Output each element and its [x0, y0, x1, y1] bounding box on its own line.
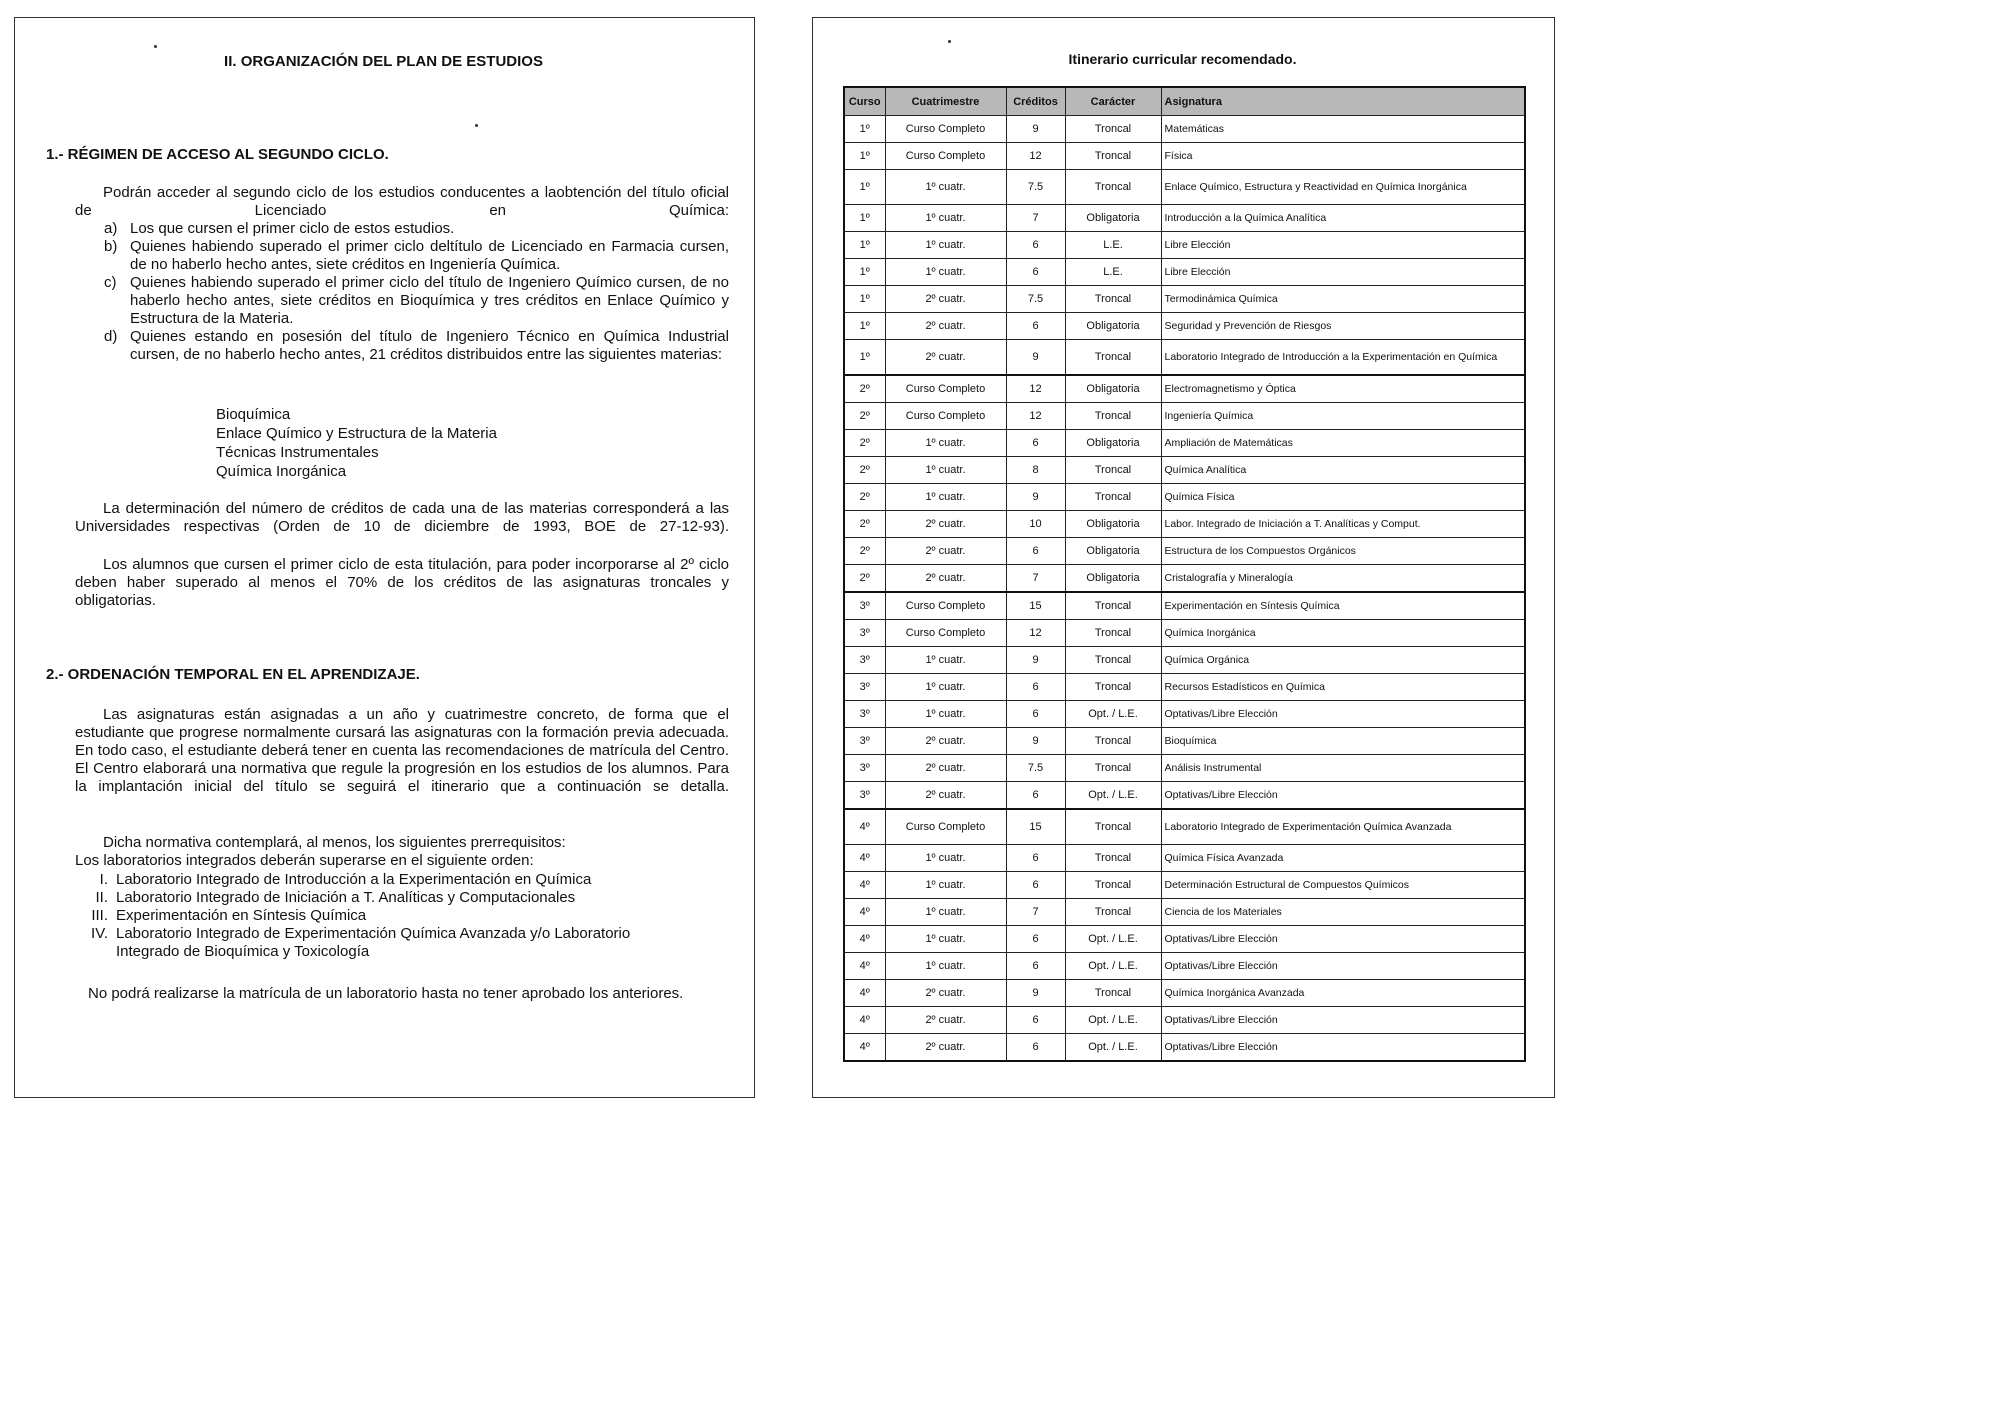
cell-creditos: 9: [1006, 647, 1065, 674]
cell-asignatura: Química Inorgánica: [1161, 620, 1525, 647]
list-marker: I.: [99, 871, 108, 888]
cell-asignatura: Experimentación en Síntesis Química: [1161, 592, 1525, 620]
cell-asignatura: Química Física: [1161, 484, 1525, 511]
cell-caracter: Troncal: [1065, 845, 1161, 872]
cell-cuatrimestre: 2º cuatr.: [885, 1034, 1006, 1062]
cell-cuatrimestre: 1º cuatr.: [885, 170, 1006, 205]
scan-speck: [154, 45, 157, 48]
list-item-text: Quienes estando en posesión del título de Ingeniero Técnico en Química Industrial cursen, de no haberlo hecho antes, 21 créditos distribuidos entre las siguientes materias:: [130, 328, 729, 363]
cell-cuatrimestre: 2º cuatr.: [885, 286, 1006, 313]
cell-curso: 1º: [844, 232, 885, 259]
cell-asignatura: Química Física Avanzada: [1161, 845, 1525, 872]
cell-cuatrimestre: 2º cuatr.: [885, 755, 1006, 782]
cell-caracter: Troncal: [1065, 809, 1161, 845]
header-caracter: Carácter: [1065, 87, 1161, 116]
table-row: [844, 980, 1525, 1007]
cell-caracter: Opt. / L.E.: [1065, 1007, 1161, 1034]
cell-creditos: 6: [1006, 953, 1065, 980]
cell-creditos: 9: [1006, 340, 1065, 376]
cell-cuatrimestre: 2º cuatr.: [885, 340, 1006, 376]
materia-item: Química Inorgánica: [216, 463, 347, 480]
cell-asignatura: Libre Elección: [1161, 232, 1525, 259]
cell-asignatura: Labor. Integrado de Iniciación a T. Analíticas y Comput.: [1161, 511, 1525, 538]
cell-caracter: Troncal: [1065, 674, 1161, 701]
list-marker: II.: [95, 889, 108, 906]
cell-caracter: Troncal: [1065, 403, 1161, 430]
cell-caracter: Troncal: [1065, 484, 1161, 511]
cell-caracter: L.E.: [1065, 259, 1161, 286]
cell-curso: 1º: [844, 286, 885, 313]
cell-caracter: Troncal: [1065, 457, 1161, 484]
cell-creditos: 9: [1006, 728, 1065, 755]
cell-cuatrimestre: 1º cuatr.: [885, 926, 1006, 953]
cell-caracter: Obligatoria: [1065, 538, 1161, 565]
cell-asignatura: Ciencia de los Materiales: [1161, 899, 1525, 926]
cell-cuatrimestre: 1º cuatr.: [885, 430, 1006, 457]
table-row: [844, 872, 1525, 899]
cell-asignatura: Química Analítica: [1161, 457, 1525, 484]
table-row: [844, 538, 1525, 565]
cell-caracter: Troncal: [1065, 143, 1161, 170]
table-row: [844, 620, 1525, 647]
section-2-heading: 2.- ORDENACIÓN TEMPORAL EN EL APRENDIZAJE.: [46, 666, 420, 683]
cell-caracter: Troncal: [1065, 340, 1161, 376]
section-1-paragraph-2: La determinación del número de créditos de cada una de las materias corresponderá a las Universidades respectivas (Orden de 10 de diciembre de 1993, BOE de 27-12-93).: [75, 500, 729, 535]
cell-creditos: 9: [1006, 484, 1065, 511]
cell-caracter: Troncal: [1065, 286, 1161, 313]
cell-asignatura: Estructura de los Compuestos Orgánicos: [1161, 538, 1525, 565]
cell-creditos: 6: [1006, 674, 1065, 701]
cell-asignatura: Laboratorio Integrado de Experimentación Química Avanzada: [1161, 809, 1525, 845]
table-row: [844, 1034, 1525, 1062]
list-marker: IV.: [91, 925, 108, 942]
cell-creditos: 6: [1006, 926, 1065, 953]
cell-asignatura: Laboratorio Integrado de Introducción a la Experimentación en Química: [1161, 340, 1525, 376]
cell-cuatrimestre: 1º cuatr.: [885, 845, 1006, 872]
cell-curso: 2º: [844, 375, 885, 403]
cell-creditos: 6: [1006, 1034, 1065, 1062]
cell-caracter: Obligatoria: [1065, 313, 1161, 340]
cell-asignatura: Termodinámica Química: [1161, 286, 1525, 313]
cell-caracter: Troncal: [1065, 728, 1161, 755]
cell-curso: 4º: [844, 872, 885, 899]
cell-curso: 3º: [844, 674, 885, 701]
cell-cuatrimestre: 1º cuatr.: [885, 232, 1006, 259]
cell-creditos: 6: [1006, 845, 1065, 872]
cell-asignatura: Electromagnetismo y Óptica: [1161, 375, 1525, 403]
cell-cuatrimestre: 1º cuatr.: [885, 701, 1006, 728]
cell-asignatura: Química Inorgánica Avanzada: [1161, 980, 1525, 1007]
cell-asignatura: Enlace Químico, Estructura y Reactividad en Química Inorgánica: [1161, 170, 1525, 205]
table-row: [844, 674, 1525, 701]
cell-cuatrimestre: Curso Completo: [885, 143, 1006, 170]
cell-cuatrimestre: 2º cuatr.: [885, 313, 1006, 340]
cell-curso: 4º: [844, 809, 885, 845]
cell-asignatura: Determinación Estructural de Compuestos Químicos: [1161, 872, 1525, 899]
cell-cuatrimestre: 2º cuatr.: [885, 980, 1006, 1007]
cell-caracter: Troncal: [1065, 592, 1161, 620]
cell-curso: 1º: [844, 116, 885, 143]
cell-caracter: Obligatoria: [1065, 565, 1161, 593]
cell-asignatura: Ingeniería Química: [1161, 403, 1525, 430]
cell-caracter: Opt. / L.E.: [1065, 953, 1161, 980]
materias-list: [216, 405, 497, 481]
cell-asignatura: Optativas/Libre Elección: [1161, 953, 1525, 980]
cell-cuatrimestre: Curso Completo: [885, 592, 1006, 620]
cell-creditos: 6: [1006, 259, 1065, 286]
cell-curso: 2º: [844, 511, 885, 538]
cell-caracter: Obligatoria: [1065, 511, 1161, 538]
table-row: [844, 116, 1525, 143]
cell-creditos: 9: [1006, 980, 1065, 1007]
cell-cuatrimestre: Curso Completo: [885, 116, 1006, 143]
cell-caracter: Obligatoria: [1065, 375, 1161, 403]
cell-creditos: 6: [1006, 1007, 1065, 1034]
cell-caracter: Obligatoria: [1065, 430, 1161, 457]
cell-creditos: 9: [1006, 116, 1065, 143]
cell-curso: 1º: [844, 143, 885, 170]
lab-list-item: [72, 907, 682, 925]
access-list-item: [104, 220, 729, 238]
materia-item: Bioquímica: [216, 406, 291, 423]
cell-asignatura: Recursos Estadísticos en Química: [1161, 674, 1525, 701]
table-row: [844, 565, 1525, 593]
cell-creditos: 12: [1006, 403, 1065, 430]
cell-caracter: Troncal: [1065, 980, 1161, 1007]
cell-caracter: Troncal: [1065, 872, 1161, 899]
cell-cuatrimestre: 2º cuatr.: [885, 728, 1006, 755]
table-title: Itinerario curricular recomendado.: [1068, 51, 1297, 67]
cell-caracter: Troncal: [1065, 647, 1161, 674]
table-row: [844, 313, 1525, 340]
cell-creditos: 7.5: [1006, 170, 1065, 205]
table-row: [844, 259, 1525, 286]
cell-asignatura: Optativas/Libre Elección: [1161, 1007, 1525, 1034]
cell-creditos: 7.5: [1006, 286, 1065, 313]
cell-creditos: 6: [1006, 313, 1065, 340]
cell-asignatura: Seguridad y Prevención de Riesgos: [1161, 313, 1525, 340]
cell-cuatrimestre: 1º cuatr.: [885, 647, 1006, 674]
cell-curso: 4º: [844, 1007, 885, 1034]
table-row: [844, 457, 1525, 484]
access-list: [104, 220, 729, 364]
list-item-text: Laboratorio Integrado de Iniciación a T. Analíticas y Computacionales: [116, 889, 576, 906]
section-2-paragraph-2a: Dicha normativa contemplará, al menos, los siguientes prerrequisitos:: [103, 834, 566, 851]
header-creditos: Créditos: [1006, 87, 1065, 116]
table-row: [844, 403, 1525, 430]
cell-curso: 3º: [844, 755, 885, 782]
cell-caracter: Troncal: [1065, 899, 1161, 926]
header-curso: Curso: [844, 87, 885, 116]
section-1-paragraph-3: Los alumnos que cursen el primer ciclo de esta titulación, para poder incorporarse al 2º ciclo deben haber superado al menos el 70% de los créditos de las asignaturas troncales y obligatorias.: [75, 556, 729, 609]
cell-caracter: Troncal: [1065, 116, 1161, 143]
cell-cuatrimestre: 2º cuatr.: [885, 538, 1006, 565]
cell-asignatura: Cristalografía y Mineralogía: [1161, 565, 1525, 593]
materia-item: Enlace Químico y Estructura de la Materia: [216, 425, 497, 442]
cell-caracter: Troncal: [1065, 170, 1161, 205]
access-list-item: [104, 238, 729, 274]
cell-caracter: Troncal: [1065, 620, 1161, 647]
cell-asignatura: Optativas/Libre Elección: [1161, 701, 1525, 728]
table-row: [844, 755, 1525, 782]
cell-creditos: 6: [1006, 782, 1065, 810]
cell-curso: 3º: [844, 620, 885, 647]
cell-curso: 3º: [844, 647, 885, 674]
table-row: [844, 592, 1525, 620]
cell-asignatura: Física: [1161, 143, 1525, 170]
labs-list: [72, 871, 682, 961]
cell-curso: 1º: [844, 340, 885, 376]
cell-creditos: 7: [1006, 899, 1065, 926]
cell-creditos: 15: [1006, 809, 1065, 845]
page-title: II. ORGANIZACIÓN DEL PLAN DE ESTUDIOS: [224, 53, 543, 70]
list-marker: III.: [91, 907, 108, 924]
cell-asignatura: Introducción a la Química Analítica: [1161, 205, 1525, 232]
cell-asignatura: Análisis Instrumental: [1161, 755, 1525, 782]
table-row: [844, 845, 1525, 872]
cell-curso: 4º: [844, 845, 885, 872]
table-row: [844, 205, 1525, 232]
table-row: [844, 899, 1525, 926]
cell-creditos: 6: [1006, 872, 1065, 899]
table-row: [844, 1007, 1525, 1034]
table-row: [844, 511, 1525, 538]
cell-curso: 2º: [844, 430, 885, 457]
table-row: [844, 232, 1525, 259]
cell-creditos: 12: [1006, 620, 1065, 647]
cell-caracter: Opt. / L.E.: [1065, 926, 1161, 953]
cell-cuatrimestre: Curso Completo: [885, 375, 1006, 403]
list-marker: b): [104, 238, 118, 255]
cell-curso: 2º: [844, 457, 885, 484]
scan-speck: [948, 40, 951, 43]
cell-creditos: 6: [1006, 430, 1065, 457]
cell-curso: 2º: [844, 538, 885, 565]
cell-cuatrimestre: Curso Completo: [885, 403, 1006, 430]
cell-cuatrimestre: Curso Completo: [885, 809, 1006, 845]
cell-cuatrimestre: 1º cuatr.: [885, 205, 1006, 232]
table-row: [844, 728, 1525, 755]
cell-curso: 4º: [844, 926, 885, 953]
cell-curso: 2º: [844, 403, 885, 430]
cell-cuatrimestre: 1º cuatr.: [885, 872, 1006, 899]
cell-curso: 1º: [844, 259, 885, 286]
cell-cuatrimestre: 1º cuatr.: [885, 899, 1006, 926]
cell-cuatrimestre: Curso Completo: [885, 620, 1006, 647]
list-item-text: Quienes habiendo superado el primer ciclo del título de Ingeniero Químico cursen, de no haberlo hecho antes, siete créditos en Bioquímica y tres créditos en Enlace Químico y Estructura de la Materia.: [130, 274, 729, 327]
cell-curso: 1º: [844, 313, 885, 340]
cell-curso: 2º: [844, 484, 885, 511]
section-2-paragraph-3: No podrá realizarse la matrícula de un laboratorio hasta no tener aprobado los anteriores.: [88, 985, 684, 1002]
curriculum-table: [843, 86, 1526, 1062]
lab-list-item: [72, 871, 682, 889]
cell-creditos: 8: [1006, 457, 1065, 484]
table-row: [844, 953, 1525, 980]
cell-cuatrimestre: 1º cuatr.: [885, 457, 1006, 484]
table-row: [844, 430, 1525, 457]
list-item-text: Laboratorio Integrado de Experimentación Química Avanzada y/o Laboratorio Integrado de Bioquímica y Toxicología: [116, 925, 631, 960]
table-row: [844, 170, 1525, 205]
table-row: [844, 340, 1525, 376]
cell-asignatura: Química Orgánica: [1161, 647, 1525, 674]
cell-caracter: Obligatoria: [1065, 205, 1161, 232]
table-row: [844, 782, 1525, 810]
table-row: [844, 701, 1525, 728]
cell-cuatrimestre: 2º cuatr.: [885, 1007, 1006, 1034]
cell-curso: 3º: [844, 592, 885, 620]
cell-creditos: 12: [1006, 143, 1065, 170]
table-row: [844, 143, 1525, 170]
cell-curso: 1º: [844, 205, 885, 232]
cell-curso: 2º: [844, 565, 885, 593]
cell-curso: 1º: [844, 170, 885, 205]
cell-caracter: Opt. / L.E.: [1065, 782, 1161, 810]
cell-curso: 4º: [844, 1034, 885, 1062]
cell-caracter: L.E.: [1065, 232, 1161, 259]
list-marker: c): [104, 274, 117, 291]
cell-curso: 3º: [844, 728, 885, 755]
cell-creditos: 6: [1006, 232, 1065, 259]
cell-cuatrimestre: 2º cuatr.: [885, 511, 1006, 538]
scan-speck: [475, 124, 478, 127]
header-cuatrimestre: Cuatrimestre: [885, 87, 1006, 116]
table-row: [844, 286, 1525, 313]
list-item-text: Experimentación en Síntesis Química: [116, 907, 367, 924]
cell-cuatrimestre: 1º cuatr.: [885, 484, 1006, 511]
cell-asignatura: Optativas/Libre Elección: [1161, 782, 1525, 810]
section-1-intro: Podrán acceder al segundo ciclo de los estudios conducentes a laobtención del título oficial de Licenciado en Química:: [75, 184, 729, 219]
cell-creditos: 7: [1006, 205, 1065, 232]
cell-cuatrimestre: 1º cuatr.: [885, 953, 1006, 980]
cell-asignatura: Optativas/Libre Elección: [1161, 1034, 1525, 1062]
materia-item: Técnicas Instrumentales: [216, 444, 379, 461]
cell-creditos: 12: [1006, 375, 1065, 403]
list-item-text: Los que cursen el primer ciclo de estos estudios.: [130, 220, 455, 237]
cell-caracter: Troncal: [1065, 755, 1161, 782]
cell-creditos: 7: [1006, 565, 1065, 593]
section-2-paragraph-2b: Los laboratorios integrados deberán superarse en el siguiente orden:: [75, 852, 534, 869]
cell-curso: 4º: [844, 980, 885, 1007]
cell-curso: 4º: [844, 953, 885, 980]
cell-caracter: Opt. / L.E.: [1065, 701, 1161, 728]
list-item-text: Quienes habiendo superado el primer ciclo deltítulo de Licenciado en Farmacia cursen, de no haberlo hecho antes, siete créditos en Ingeniería Química.: [130, 238, 729, 273]
cell-creditos: 6: [1006, 538, 1065, 565]
cell-cuatrimestre: 2º cuatr.: [885, 782, 1006, 810]
table-header-row: [844, 87, 1525, 116]
cell-asignatura: Ampliación de Matemáticas: [1161, 430, 1525, 457]
table-row: [844, 809, 1525, 845]
list-item-text: Laboratorio Integrado de Introducción a la Experimentación en Química: [116, 871, 592, 888]
cell-curso: 4º: [844, 899, 885, 926]
list-marker: d): [104, 328, 118, 345]
cell-creditos: 7.5: [1006, 755, 1065, 782]
access-list-item: [104, 274, 729, 328]
lab-list-item: [72, 925, 682, 961]
table-row: [844, 926, 1525, 953]
cell-asignatura: Matemáticas: [1161, 116, 1525, 143]
list-marker: a): [104, 220, 118, 237]
lab-list-item: [72, 889, 682, 907]
cell-asignatura: Optativas/Libre Elección: [1161, 926, 1525, 953]
cell-asignatura: Libre Elección: [1161, 259, 1525, 286]
cell-caracter: Opt. / L.E.: [1065, 1034, 1161, 1062]
table-row: [844, 647, 1525, 674]
section-1-heading: 1.- RÉGIMEN DE ACCESO AL SEGUNDO CICLO.: [46, 146, 389, 163]
table-row: [844, 375, 1525, 403]
header-asignatura: Asignatura: [1161, 87, 1525, 116]
cell-cuatrimestre: 1º cuatr.: [885, 674, 1006, 701]
cell-curso: 3º: [844, 782, 885, 810]
cell-cuatrimestre: 1º cuatr.: [885, 259, 1006, 286]
access-list-item: [104, 328, 729, 364]
cell-curso: 3º: [844, 701, 885, 728]
cell-creditos: 10: [1006, 511, 1065, 538]
table-row: [844, 484, 1525, 511]
cell-cuatrimestre: 2º cuatr.: [885, 565, 1006, 593]
cell-creditos: 15: [1006, 592, 1065, 620]
cell-creditos: 6: [1006, 701, 1065, 728]
section-2-paragraph-1: Las asignaturas están asignadas a un año y cuatrimestre concreto, de forma que el estudiante que progrese normalmente cursará las asignaturas con la formación previa adecuada. En todo caso, el estudiante deberá tener en cuenta las recomendaciones de matrícula del Centro. El Centro elaborará una normativa que regule la progresión en los estudios de los alumnos. Para la implantación inicial del título se seguirá el itinerario que a continuación se detalla.: [75, 706, 729, 795]
cell-asignatura: Bioquímica: [1161, 728, 1525, 755]
